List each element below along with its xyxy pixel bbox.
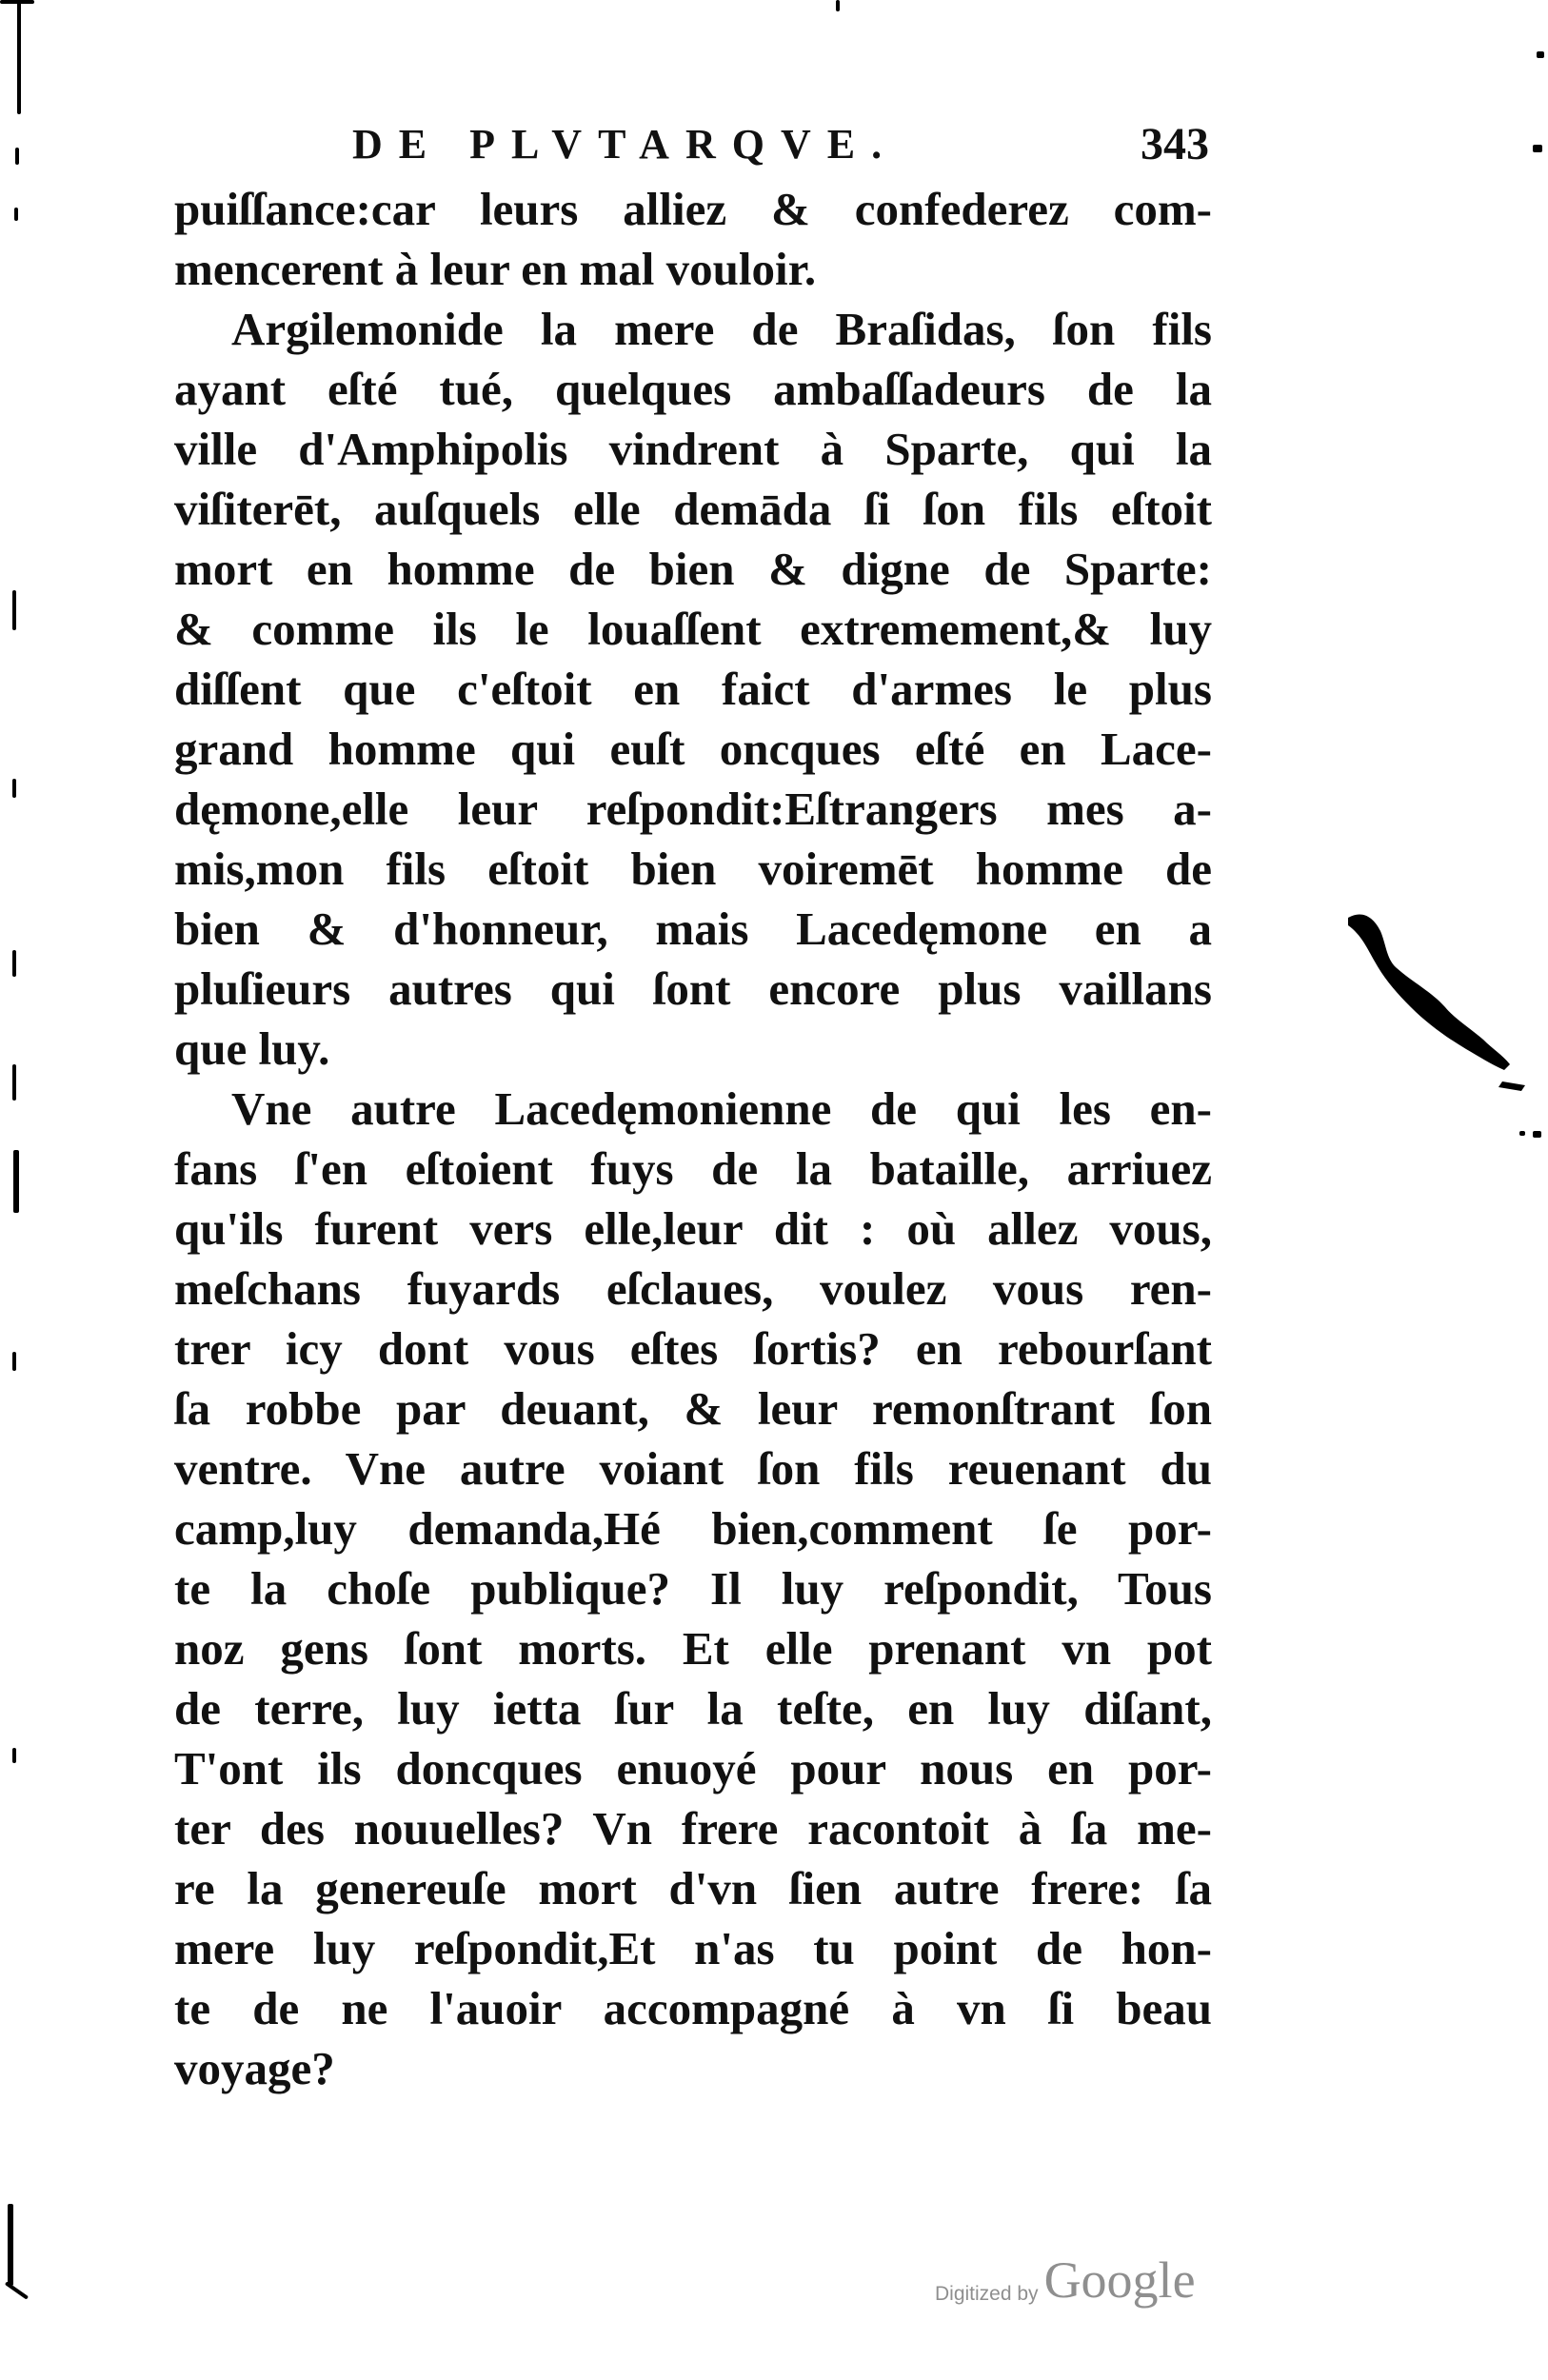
left-margin-dash-6 <box>12 1064 16 1101</box>
text-line: de terre, luy ietta ſur la teſte, en luy diſant, <box>174 1682 1212 1735</box>
left-margin-dash-1 <box>15 148 19 165</box>
left-margin-dash-8 <box>12 1352 16 1371</box>
left-margin-dash-7 <box>13 1150 19 1213</box>
text-line: diſſent que c'eſtoit en faict d'armes le plus <box>174 663 1212 715</box>
text-line: que luy. <box>174 1022 330 1075</box>
text-line: camp,luy demanda,Hé bien,comment ſe por- <box>174 1502 1212 1555</box>
text-line: mort en homme de bien & digne de Sparte: <box>174 543 1212 595</box>
left-margin-dash-9 <box>12 1748 16 1763</box>
text-line: bien & d'honneur, mais Lacedęmone en a <box>174 902 1212 955</box>
text-line: re la genereuſe mort d'vn ſien autre frere: ſa <box>174 1862 1212 1914</box>
text-line: ville d'Amphipolis vindrent à Sparte, qui la <box>174 423 1212 475</box>
text-line: dęmone,elle leur reſpondit:Eſtrangers mes a- <box>174 783 1212 835</box>
left-margin-vertical-mark <box>17 0 21 114</box>
left-margin-hook <box>5 2281 29 2299</box>
ink-smudge-tail <box>1498 1081 1525 1091</box>
left-margin-dash-2 <box>14 208 18 221</box>
text-line: te de ne l'auoir accompagné à vn ſi beau <box>174 1982 1212 2034</box>
ink-smudge-stroke <box>1348 914 1510 1070</box>
text-line: trer icy dont vous eſtes ſortis? en rebourſant <box>174 1322 1212 1375</box>
text-line: ter des nouuelles? Vn frere racontoit à ſa me- <box>174 1802 1212 1854</box>
page-number: 343 <box>1141 119 1209 169</box>
text-line: Argilemonide la mere de Braſidas, ſon fils <box>231 303 1212 355</box>
text-line: noz gens ſont morts. Et elle prenant vn pot <box>174 1622 1212 1675</box>
text-line: ſa robbe par deuant, & leur remonſtrant ſon <box>174 1382 1212 1435</box>
right-margin-dot-3 <box>1533 1131 1541 1138</box>
body-text <box>174 179 1212 2098</box>
text-line: ayant eſté tué, quelques ambaſſadeurs de la <box>174 363 1212 415</box>
text-line: qu'ils furent vers elle,leur dit : où allez vous, <box>174 1202 1212 1255</box>
text-line: ventre. Vne autre voiant ſon fils reuenant du <box>174 1442 1212 1495</box>
text-line: meſchans fuyards eſclaues, voulez vous ren- <box>174 1262 1212 1315</box>
text-line: grand homme qui euſt oncques eſté en Lace- <box>174 723 1212 775</box>
text-line: & comme ils le louaſſent extremement,& luy <box>174 603 1212 655</box>
text-line: mere luy reſpondit,Et n'as tu point de hon- <box>174 1922 1212 1974</box>
text-line: Vne autre Lacedęmonienne de qui les en- <box>231 1082 1212 1135</box>
text-line: viſiterēt, auſquels elle demāda ſi ſon fils eſtoit <box>174 483 1212 535</box>
top-right-tick <box>836 0 840 11</box>
text-line: mencerent à leur en mal vouloir. <box>174 243 817 295</box>
left-margin-dash-10 <box>8 2204 13 2286</box>
text-line: puiſſance:car leurs alliez & confederez com- <box>174 183 1212 235</box>
watermark-brand: Google <box>1043 2251 1196 2309</box>
digitized-by-watermark <box>935 2251 1249 2321</box>
running-head: DE PLVTARQVE. <box>352 121 899 168</box>
watermark-prefix: Digitized by <box>935 2283 1039 2305</box>
text-line: mis,mon fils eſtoit bien voiremēt homme de <box>174 843 1212 895</box>
ink-smudge-right-margin <box>1340 902 1531 1112</box>
left-margin-dash-3 <box>12 590 16 630</box>
left-margin-dash-5 <box>12 950 16 977</box>
right-margin-dot-4 <box>1519 1131 1525 1136</box>
text-line: pluſieurs autres qui ſont encore plus vaillans <box>174 962 1212 1015</box>
right-margin-dot-2 <box>1533 145 1542 152</box>
text-line: te la choſe publique? Il luy reſpondit, Tous <box>174 1562 1212 1615</box>
right-margin-dot-1 <box>1537 51 1544 58</box>
text-line: voyage? <box>174 2042 335 2094</box>
left-margin-dash-4 <box>12 779 16 798</box>
text-line: fans ſ'en eſtoient fuys de la bataille, arriuez <box>174 1142 1212 1195</box>
text-line: T'ont ils doncques enuoyé pour nous en por- <box>174 1742 1212 1795</box>
